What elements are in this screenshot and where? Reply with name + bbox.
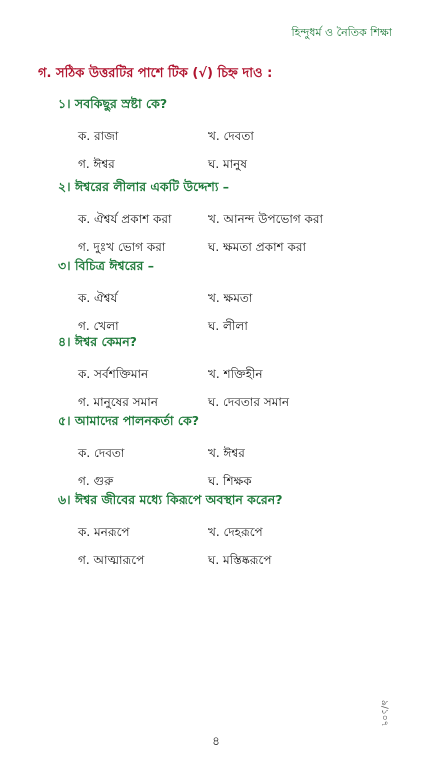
- option-row: [58, 156, 398, 176]
- option-row: [58, 128, 398, 148]
- option-ga: গ. মানুষের সমান: [78, 395, 158, 409]
- option-ka: ক. ঐশ্বর্য প্রকাশ করা: [78, 212, 172, 226]
- question-2: [58, 179, 398, 267]
- option-row: [58, 473, 398, 493]
- question-1: [58, 96, 398, 184]
- option-kha: খ. আনন্দ উপভোগ করা: [208, 212, 324, 226]
- option-gha: ঘ. মানুষ: [208, 157, 247, 171]
- option-kha: খ. দেহরূপে: [208, 525, 263, 539]
- option-ga: গ. আত্মারূপে: [78, 553, 145, 567]
- question-title: ২। ঈশ্বরের লীলার একটি উদ্দেশ্য –: [58, 179, 230, 194]
- option-row: [58, 524, 398, 544]
- question-title: ৫। আমাদের পালনকর্তা কে?: [58, 413, 199, 428]
- question-3: [58, 258, 398, 346]
- option-kha: খ. দেবতা: [208, 129, 254, 143]
- option-row: [58, 394, 398, 414]
- option-row: [58, 552, 398, 572]
- option-row: [58, 445, 398, 465]
- option-row: [58, 366, 398, 386]
- option-gha: ঘ. ক্ষমতা প্রকাশ করা: [208, 240, 306, 254]
- option-kha: খ. ক্ষমতা: [208, 291, 253, 305]
- option-row: [58, 290, 398, 310]
- option-ga: গ. খেলা: [78, 319, 119, 333]
- question-5: [58, 413, 398, 501]
- question-6: [58, 492, 398, 580]
- option-gha: ঘ. দেবতার সমান: [208, 395, 290, 409]
- question-title: ৪। ঈশ্বর কেমন?: [58, 334, 137, 349]
- question-title: ৬। ঈশ্বর জীবের মধ্যে কিরূপে অবস্থান করেন?: [58, 492, 283, 507]
- question-title: ৩। বিচিত্র ঈশ্বরের –: [58, 258, 155, 273]
- page-number: ৪: [212, 734, 220, 748]
- option-ka: ক. সর্বশক্তিমান: [78, 367, 149, 381]
- question-title: ১। সবকিছুর স্রষ্টা কে?: [58, 96, 168, 111]
- option-kha: খ. ঈশ্বর: [208, 446, 245, 460]
- option-ga: গ. দুঃখ ভোগ করা: [78, 240, 166, 254]
- option-gha: ঘ. শিক্ষক: [208, 474, 252, 488]
- option-row: [58, 239, 398, 259]
- option-ka: ক. মনরূপে: [78, 525, 130, 539]
- option-ga: গ. ঈশ্বর: [78, 157, 115, 171]
- question-4: [58, 334, 398, 422]
- side-code: ৯/১০৭: [379, 700, 389, 727]
- option-kha: খ. শক্তিহীন: [208, 367, 263, 381]
- option-gha: ঘ. লীলা: [208, 319, 248, 333]
- option-ka: ক. রাজা: [78, 129, 119, 143]
- option-row: [58, 211, 398, 231]
- instruction-heading: গ. সঠিক উত্তরটির পাশে টিক (√) চিহ্ন দাও :: [38, 66, 273, 81]
- page-header: হিন্দুধর্ম ও নৈতিক শিক্ষা: [291, 26, 392, 39]
- option-ka: ক. দেবতা: [78, 446, 125, 460]
- option-ka: ক. ঐশ্বর্য: [78, 291, 118, 305]
- option-gha: ঘ. মস্তিষ্করূপে: [208, 553, 272, 567]
- option-ga: গ. গুরু: [78, 474, 114, 488]
